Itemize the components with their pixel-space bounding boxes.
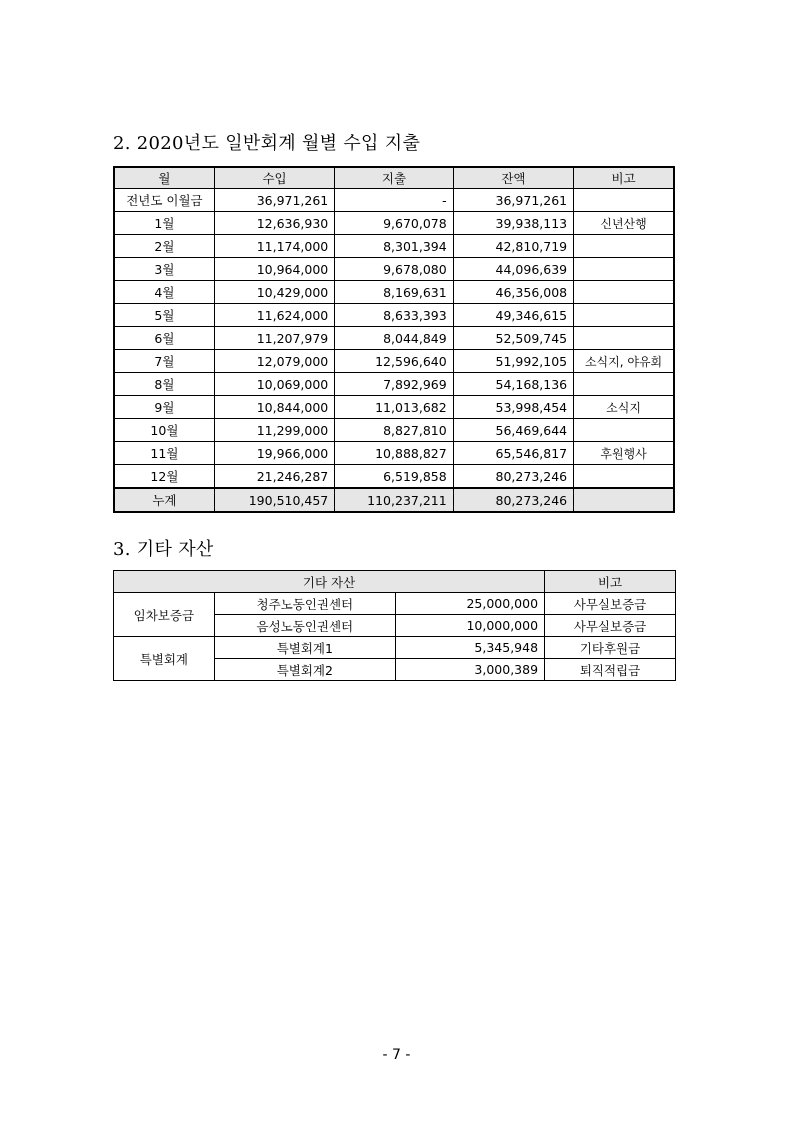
cell-month: 3월 bbox=[114, 258, 214, 281]
cell-balance: 39,938,113 bbox=[453, 212, 573, 235]
header-month: 월 bbox=[114, 167, 214, 189]
cell-note: 신년산행 bbox=[574, 212, 674, 235]
cell-balance: 44,096,639 bbox=[453, 258, 573, 281]
table-row bbox=[114, 281, 674, 304]
cell-note bbox=[574, 304, 674, 327]
cell-month: 전년도 이월금 bbox=[114, 189, 214, 212]
table-row bbox=[114, 465, 674, 489]
cell-balance: 46,356,008 bbox=[453, 281, 573, 304]
cell-balance: 80,273,246 bbox=[453, 465, 573, 489]
cell-income: 11,207,979 bbox=[214, 327, 334, 350]
cell-expense: 11,013,682 bbox=[335, 396, 453, 419]
table-row bbox=[114, 235, 674, 258]
cell-month: 1월 bbox=[114, 212, 214, 235]
cell-income: 11,299,000 bbox=[214, 419, 334, 442]
total-row bbox=[114, 488, 674, 512]
cell-month: 4월 bbox=[114, 281, 214, 304]
monthly-income-expense-table bbox=[113, 166, 675, 513]
cell-balance: 42,810,719 bbox=[453, 235, 573, 258]
header-balance: 잔액 bbox=[453, 167, 573, 189]
total-cell-note bbox=[574, 488, 674, 512]
cell-income: 11,624,000 bbox=[214, 304, 334, 327]
cell-month: 11월 bbox=[114, 442, 214, 465]
cell-expense: 6,519,858 bbox=[335, 465, 453, 489]
total-cell-income: 190,510,457 bbox=[214, 488, 334, 512]
cell-balance: 52,509,745 bbox=[453, 327, 573, 350]
cell-income: 10,844,000 bbox=[214, 396, 334, 419]
asset-group-name: 특별회계 bbox=[114, 637, 215, 681]
cell-note: 후원행사 bbox=[574, 442, 674, 465]
cell-expense: 8,301,394 bbox=[335, 235, 453, 258]
table-row bbox=[114, 258, 674, 281]
asset-note: 기타후원금 bbox=[545, 637, 676, 659]
cell-note bbox=[574, 258, 674, 281]
asset-note: 사무실보증금 bbox=[545, 615, 676, 637]
table-row bbox=[114, 419, 674, 442]
table-row bbox=[114, 593, 676, 615]
cell-expense: 9,678,080 bbox=[335, 258, 453, 281]
cell-balance: 53,998,454 bbox=[453, 396, 573, 419]
cell-balance: 65,546,817 bbox=[453, 442, 573, 465]
cell-note bbox=[574, 235, 674, 258]
cell-balance: 49,346,615 bbox=[453, 304, 573, 327]
cell-expense: - bbox=[335, 189, 453, 212]
cell-income: 19,966,000 bbox=[214, 442, 334, 465]
cell-note bbox=[574, 327, 674, 350]
cell-balance: 56,469,644 bbox=[453, 419, 573, 442]
cell-note bbox=[574, 419, 674, 442]
cell-expense: 8,044,849 bbox=[335, 327, 453, 350]
asset-name: 특별회계2 bbox=[214, 659, 395, 681]
table-row bbox=[114, 327, 674, 350]
table-row bbox=[114, 637, 676, 659]
cell-income: 12,636,930 bbox=[214, 212, 334, 235]
asset-name: 음성노동인권센터 bbox=[214, 615, 395, 637]
asset-amount: 25,000,000 bbox=[395, 593, 544, 615]
cell-balance: 36,971,261 bbox=[453, 189, 573, 212]
cell-note: 소식지, 야유회 bbox=[574, 350, 674, 373]
cell-month: 8월 bbox=[114, 373, 214, 396]
cell-month: 12월 bbox=[114, 465, 214, 489]
cell-note bbox=[574, 373, 674, 396]
header-expense: 지출 bbox=[335, 167, 453, 189]
cell-month: 5월 bbox=[114, 304, 214, 327]
asset-name: 청주노동인권센터 bbox=[214, 593, 395, 615]
cell-month: 10월 bbox=[114, 419, 214, 442]
cell-month: 6월 bbox=[114, 327, 214, 350]
header-note: 비고 bbox=[545, 571, 676, 593]
asset-note: 퇴직적립금 bbox=[545, 659, 676, 681]
table-row bbox=[114, 350, 674, 373]
cell-month: 2월 bbox=[114, 235, 214, 258]
cell-income: 10,964,000 bbox=[214, 258, 334, 281]
cell-note bbox=[574, 465, 674, 489]
other-assets-table bbox=[113, 570, 676, 681]
total-cell-balance: 80,273,246 bbox=[453, 488, 573, 512]
table-row bbox=[114, 442, 674, 465]
table-row bbox=[114, 373, 674, 396]
cell-balance: 54,168,136 bbox=[453, 373, 573, 396]
section3-title: 3. 기타 자산 bbox=[113, 539, 214, 560]
cell-income: 10,429,000 bbox=[214, 281, 334, 304]
cell-expense: 7,892,969 bbox=[335, 373, 453, 396]
cell-expense: 8,633,393 bbox=[335, 304, 453, 327]
cell-expense: 10,888,827 bbox=[335, 442, 453, 465]
asset-note: 사무실보증금 bbox=[545, 593, 676, 615]
cell-note: 소식지 bbox=[574, 396, 674, 419]
cell-income: 12,079,000 bbox=[214, 350, 334, 373]
header-note: 비고 bbox=[574, 167, 674, 189]
cell-note bbox=[574, 189, 674, 212]
cell-income: 11,174,000 bbox=[214, 235, 334, 258]
cell-balance: 51,992,105 bbox=[453, 350, 573, 373]
section2-title: 2. 2020년도 일반회계 월별 수입 지출 bbox=[113, 133, 421, 154]
cell-expense: 8,169,631 bbox=[335, 281, 453, 304]
total-cell-expense: 110,237,211 bbox=[335, 488, 453, 512]
cell-month: 7월 bbox=[114, 350, 214, 373]
table-row bbox=[114, 396, 674, 419]
cell-month: 9월 bbox=[114, 396, 214, 419]
asset-amount: 3,000,389 bbox=[395, 659, 544, 681]
table-row bbox=[114, 189, 674, 212]
header-income: 수입 bbox=[214, 167, 334, 189]
cell-income: 36,971,261 bbox=[214, 189, 334, 212]
cell-note bbox=[574, 281, 674, 304]
page-number: - 7 - bbox=[382, 1047, 411, 1063]
asset-group-name: 임차보증금 bbox=[114, 593, 215, 637]
cell-expense: 8,827,810 bbox=[335, 419, 453, 442]
cell-income: 21,246,287 bbox=[214, 465, 334, 489]
table-header-row bbox=[114, 167, 674, 189]
table-row bbox=[114, 304, 674, 327]
asset-amount: 5,345,948 bbox=[395, 637, 544, 659]
asset-amount: 10,000,000 bbox=[395, 615, 544, 637]
cell-income: 10,069,000 bbox=[214, 373, 334, 396]
cell-expense: 9,670,078 bbox=[335, 212, 453, 235]
table-header-row bbox=[114, 571, 676, 593]
cell-expense: 12,596,640 bbox=[335, 350, 453, 373]
asset-name: 특별회계1 bbox=[214, 637, 395, 659]
header-other-assets: 기타 자산 bbox=[114, 571, 545, 593]
total-cell-month: 누계 bbox=[114, 488, 214, 512]
table-row bbox=[114, 212, 674, 235]
